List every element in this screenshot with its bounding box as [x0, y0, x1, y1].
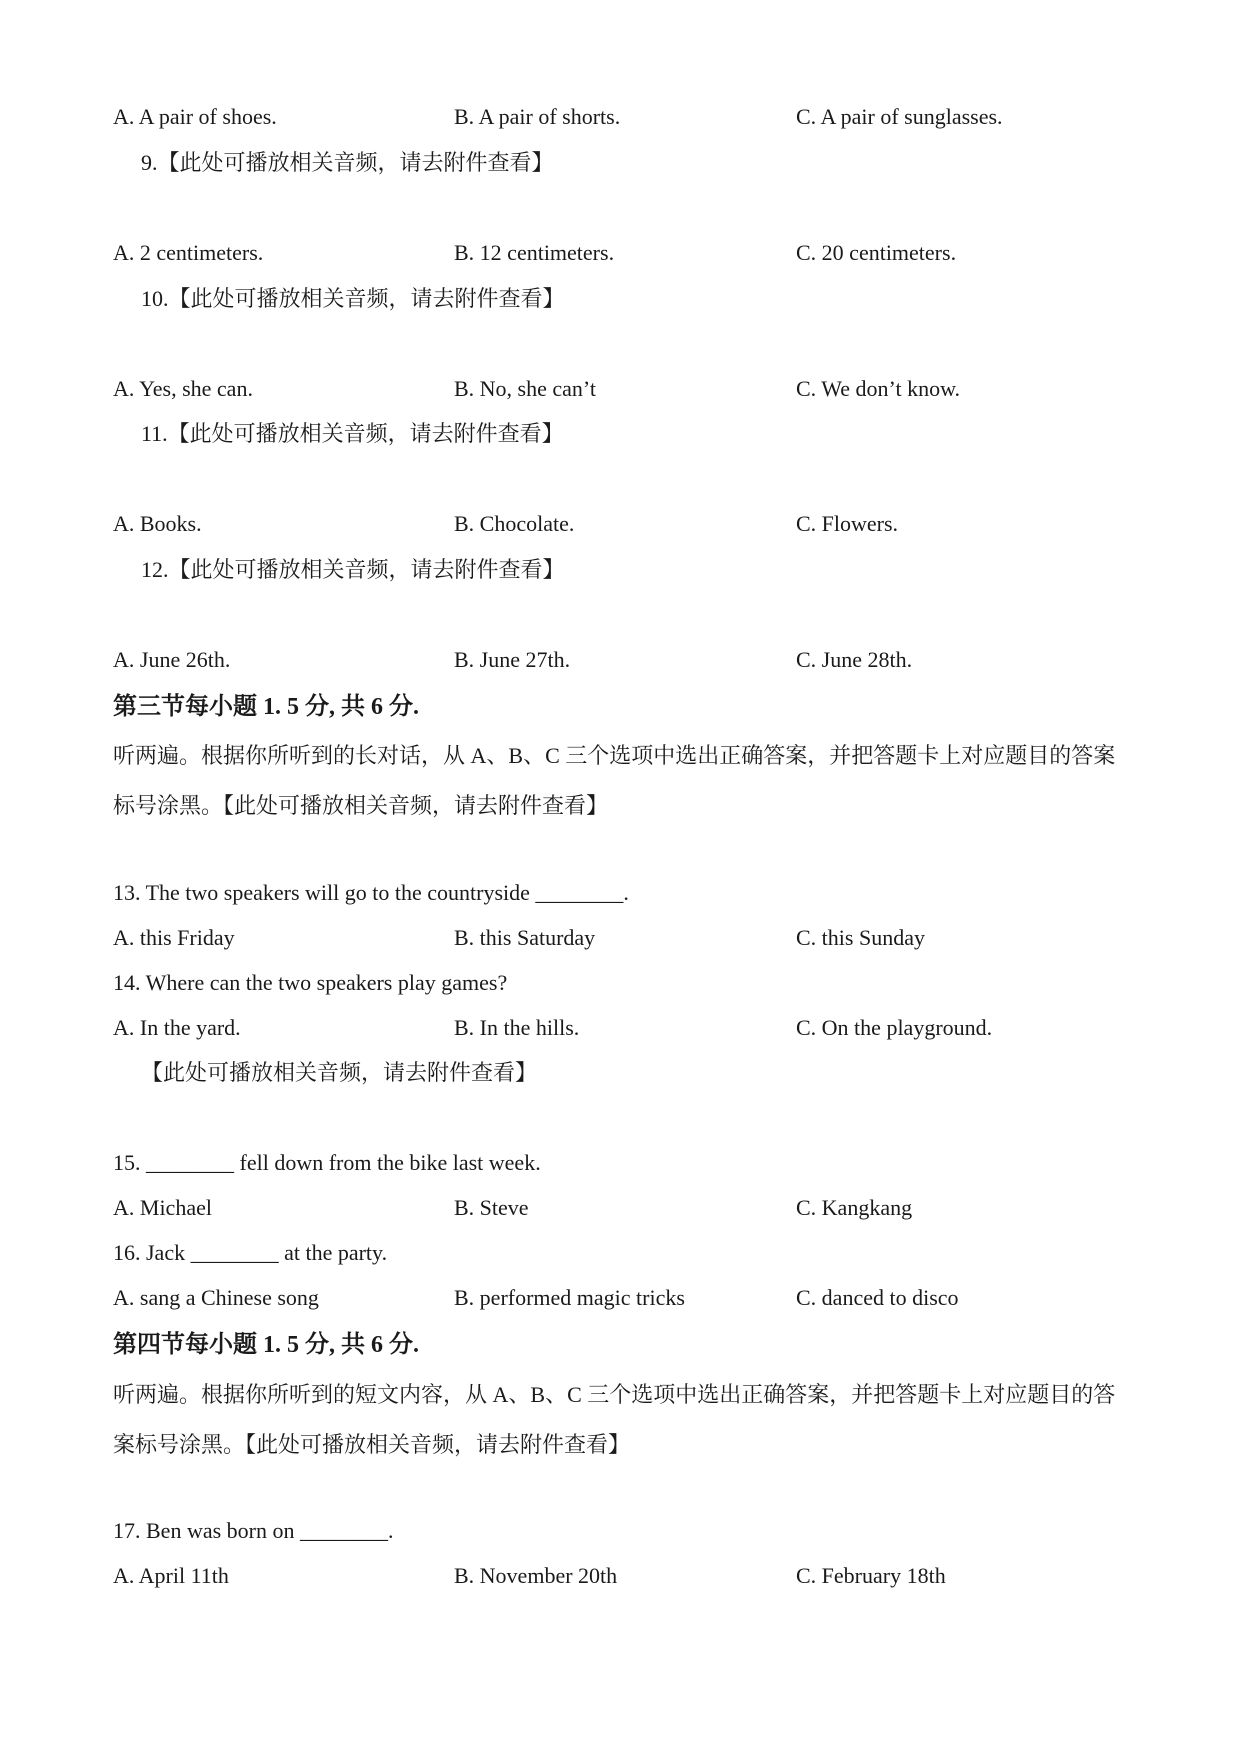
- option-c: C. We don’t know.: [796, 376, 961, 401]
- option-b: B. this Saturday: [454, 925, 596, 950]
- option-a: A. Yes, she can.: [113, 376, 253, 401]
- instruction-text: 听两遍。根据你所听到的长对话，从 A、B、C 三个选项中选出正确答案，并把答题卡上对应题目的答案: [113, 743, 1116, 768]
- instruction-text: 标号涂黑。【此处可播放相关音频，请去附件查看】: [113, 793, 609, 818]
- option-b: B. Chocolate.: [454, 511, 575, 536]
- option-c: C. June 28th.: [796, 647, 913, 672]
- option-a: A. In the yard.: [113, 1015, 241, 1040]
- option-a: A. Books.: [113, 511, 202, 536]
- option-b: B. 12 centimeters.: [454, 240, 615, 265]
- option-b: B. November 20th: [454, 1563, 618, 1588]
- option-b: B. In the hills.: [454, 1015, 580, 1040]
- section-heading: 第四节每小题 1. 5 分, 共 6 分.: [113, 1332, 419, 1358]
- option-a: A. April 11th: [113, 1563, 229, 1588]
- option-b: B. A pair of shorts.: [454, 104, 621, 129]
- question-text: 14. Where can the two speakers play games?: [113, 970, 508, 995]
- option-b: B. No, she can’t: [454, 376, 596, 401]
- option-a: A. A pair of shoes.: [113, 104, 277, 129]
- question-text: 16. Jack ________ at the party.: [113, 1240, 388, 1265]
- section-heading: 第三节每小题 1. 5 分, 共 6 分.: [113, 694, 419, 720]
- option-a: A. June 26th.: [113, 647, 231, 672]
- option-b: B. Steve: [454, 1195, 529, 1220]
- option-a: A. this Friday: [113, 925, 235, 950]
- audio-placeholder: 9.【此处可播放相关音频，请去附件查看】: [141, 150, 554, 175]
- option-c: C. A pair of sunglasses.: [796, 104, 1003, 129]
- instruction-text: 听两遍。根据你所听到的短文内容，从 A、B、C 三个选项中选出正确答案，并把答题卡上对应题目的答: [113, 1382, 1116, 1407]
- option-b: B. June 27th.: [454, 647, 571, 672]
- option-c: C. this Sunday: [796, 925, 925, 950]
- option-c: C. 20 centimeters.: [796, 240, 957, 265]
- audio-placeholder: 10.【此处可播放相关音频，请去附件查看】: [141, 286, 565, 311]
- option-a: A. sang a Chinese song: [113, 1285, 319, 1310]
- question-text: 15. ________ fell down from the bike last week.: [113, 1150, 541, 1175]
- option-c: C. Kangkang: [796, 1195, 913, 1220]
- instruction-text: 案标号涂黑。【此处可播放相关音频，请去附件查看】: [113, 1432, 631, 1457]
- question-text: 17. Ben was born on ________.: [113, 1518, 394, 1543]
- audio-placeholder: 【此处可播放相关音频，请去附件查看】: [141, 1060, 538, 1085]
- option-c: C. February 18th: [796, 1563, 946, 1588]
- option-a: A. Michael: [113, 1195, 212, 1220]
- option-a: A. 2 centimeters.: [113, 240, 264, 265]
- option-c: C. danced to disco: [796, 1285, 959, 1310]
- audio-placeholder: 11.【此处可播放相关音频，请去附件查看】: [141, 421, 564, 446]
- option-c: C. Flowers.: [796, 511, 899, 536]
- option-b: B. performed magic tricks: [454, 1285, 685, 1310]
- question-text: 13. The two speakers will go to the countryside ________.: [113, 880, 629, 905]
- audio-placeholder: 12.【此处可播放相关音频，请去附件查看】: [141, 557, 565, 582]
- option-c: C. On the playground.: [796, 1015, 993, 1040]
